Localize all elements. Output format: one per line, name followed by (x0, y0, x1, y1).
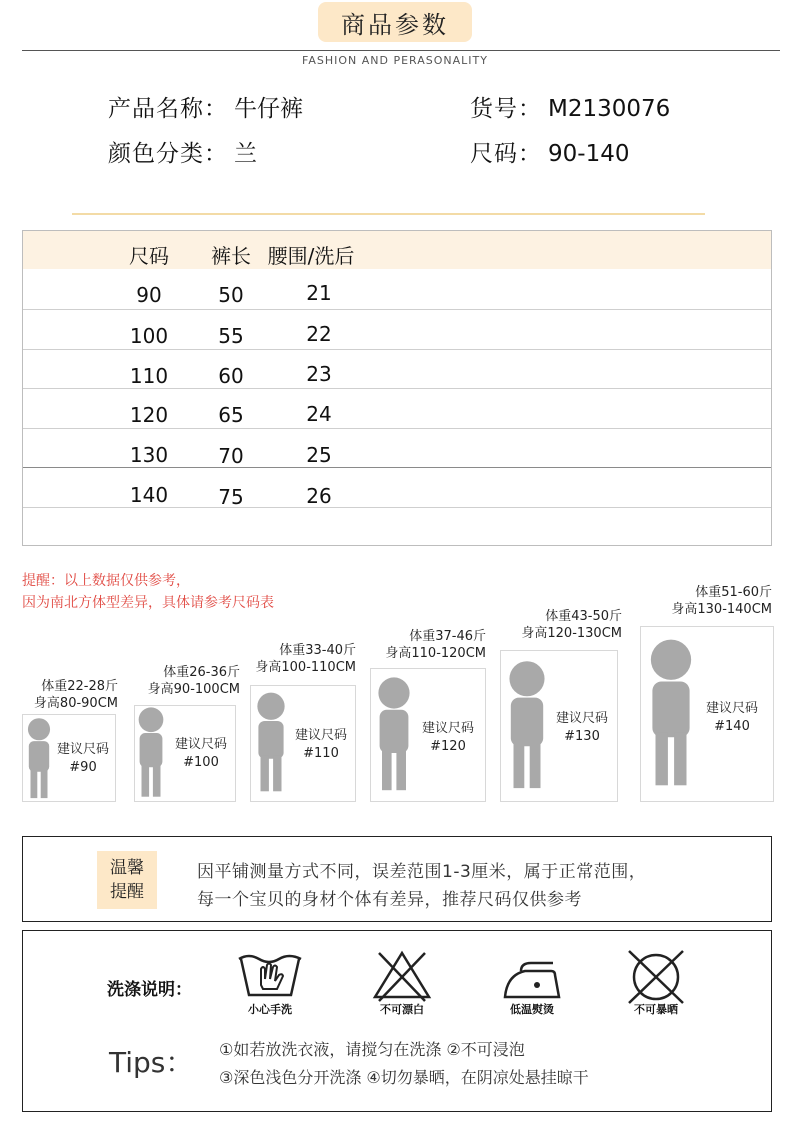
warm-tip-badge-line-1: 温馨 (110, 858, 144, 878)
child-silhouette-icon (132, 704, 170, 802)
row-divider (23, 467, 771, 468)
table-cell: 110 (129, 364, 169, 388)
kid-suggest-label: 建议尺码 (421, 721, 474, 736)
wash-instructions-box (22, 930, 772, 1112)
kid-weight: 体重51-60斤 (695, 585, 772, 600)
kid-weight: 体重43-50斤 (545, 609, 622, 624)
table-cell: 100 (129, 324, 169, 348)
warm-tip-badge (97, 851, 157, 909)
kid-weight: 体重22-28斤 (41, 679, 118, 694)
table-cell: 75 (218, 485, 244, 509)
warm-tip-line-1: 因平铺测量方式不同，误差范围1-3厘米，属于正常范围， (197, 862, 647, 882)
kid-1-meta (18, 678, 118, 712)
wash-title: 洗涤说明： (107, 980, 192, 1000)
product-name-label: 产品名称： (108, 96, 228, 122)
product-color-label: 颜色分类： (108, 141, 228, 167)
kid-weight: 体重26-36斤 (163, 665, 240, 680)
product-sku (470, 90, 670, 123)
table-cell: 65 (218, 403, 244, 427)
kid-weight: 体重33-40斤 (279, 643, 356, 658)
table-cell: 50 (218, 283, 244, 307)
table-cell: 140 (129, 483, 169, 507)
table-cell: 60 (218, 364, 244, 388)
row-divider (23, 428, 771, 429)
tips-line-2: ③深色浅色分开洗涤 ④切勿暴晒，在阴凉处悬挂晾干 (219, 1068, 589, 1087)
product-sku-label: 货号： (470, 96, 542, 122)
kid-suggest-size: #130 (564, 729, 600, 744)
kid-5-suggest (544, 710, 620, 746)
tips-heading: Tips： (109, 1046, 194, 1079)
kid-suggest-label: 建议尺码 (174, 737, 227, 752)
kid-suggest-label: 建议尺码 (56, 742, 109, 757)
kid-suggest-size: #120 (430, 739, 466, 754)
row-divider (23, 507, 771, 508)
kid-suggest-size: #140 (714, 719, 750, 734)
child-silhouette-icon (640, 626, 702, 802)
warm-tip-box (22, 836, 772, 922)
kid-3-suggest (284, 727, 358, 763)
row-divider (23, 388, 771, 389)
section-title: 商品参数 (318, 2, 472, 42)
kid-4-suggest (410, 720, 486, 756)
table-cell: 26 (306, 484, 332, 508)
no-bleach-label: 不可漂白 (380, 1003, 424, 1016)
kid-height: 身高100-110CM (255, 660, 356, 675)
table-cell: 120 (129, 403, 169, 427)
table-cell: 22 (306, 322, 332, 346)
header-length: 裤长 (211, 244, 251, 268)
kid-suggest-label: 建议尺码 (705, 701, 758, 716)
kid-weight: 体重37-46斤 (409, 629, 486, 644)
kid-height: 身高130-140CM (671, 602, 772, 617)
header-waist: 腰围/洗后 (267, 244, 355, 268)
table-cell: 21 (306, 281, 332, 305)
table-cell: 23 (306, 362, 332, 386)
kid-2-suggest (166, 736, 236, 772)
kid-height: 身高90-100CM (147, 682, 240, 697)
table-cell: 55 (218, 324, 244, 348)
warm-tip-line-2: 每一个宝贝的身材个体有差异，推荐尺码仅供参考 (197, 890, 582, 910)
product-size-label: 尺码： (470, 141, 542, 167)
gold-divider (72, 213, 705, 215)
kid-6-meta (648, 584, 772, 618)
kid-height: 身高120-130CM (521, 626, 622, 641)
tips-line-1: ①如若放洗衣液，请搅匀在洗涤 ②不可浸泡 (219, 1040, 525, 1059)
table-cell: 25 (306, 443, 332, 467)
hand-wash-label: 小心手洗 (248, 1003, 292, 1016)
kid-suggest-label: 建议尺码 (294, 728, 347, 743)
product-name (108, 90, 303, 123)
kid-3-meta (240, 642, 356, 676)
kid-suggest-size: #110 (303, 746, 339, 761)
header-divider (22, 50, 780, 51)
low-iron-label: 低温熨烫 (510, 1003, 554, 1016)
kid-2-meta (134, 664, 240, 698)
row-divider (23, 309, 771, 310)
kid-height: 身高80-90CM (33, 696, 118, 711)
kid-suggest-label: 建议尺码 (555, 711, 608, 726)
kid-6-suggest (694, 700, 770, 736)
warm-tip-badge-line-2: 提醒 (110, 882, 144, 902)
row-divider (23, 349, 771, 350)
section-subtitle: FASHION AND PERASONALITY (302, 54, 488, 67)
table-cell: 70 (218, 444, 244, 468)
product-sku-value: M2130076 (548, 96, 671, 122)
reminder-line-2: 因为南北方体型差异，具体请参考尺码表 (22, 595, 274, 611)
kid-4-meta (368, 628, 486, 662)
kid-1-suggest (48, 741, 118, 777)
product-name-value: 牛仔裤 (234, 96, 303, 122)
no-sun-dry-label: 不可暴晒 (634, 1003, 678, 1016)
product-color-value: 兰 (234, 141, 257, 167)
kid-suggest-size: #90 (69, 760, 97, 775)
table-cell: 24 (306, 402, 332, 426)
kid-5-meta (500, 608, 622, 642)
size-table (22, 230, 772, 546)
product-color (108, 135, 257, 168)
product-size-value: 90-140 (548, 141, 630, 167)
product-size (470, 135, 629, 168)
kid-height: 身高110-120CM (385, 646, 486, 661)
header-size: 尺码 (129, 244, 169, 268)
kid-suggest-size: #100 (183, 755, 219, 770)
table-cell: 90 (136, 283, 162, 307)
reminder-line-1: 提醒：以上数据仅供参考， (22, 573, 190, 589)
table-cell: 130 (129, 443, 169, 467)
